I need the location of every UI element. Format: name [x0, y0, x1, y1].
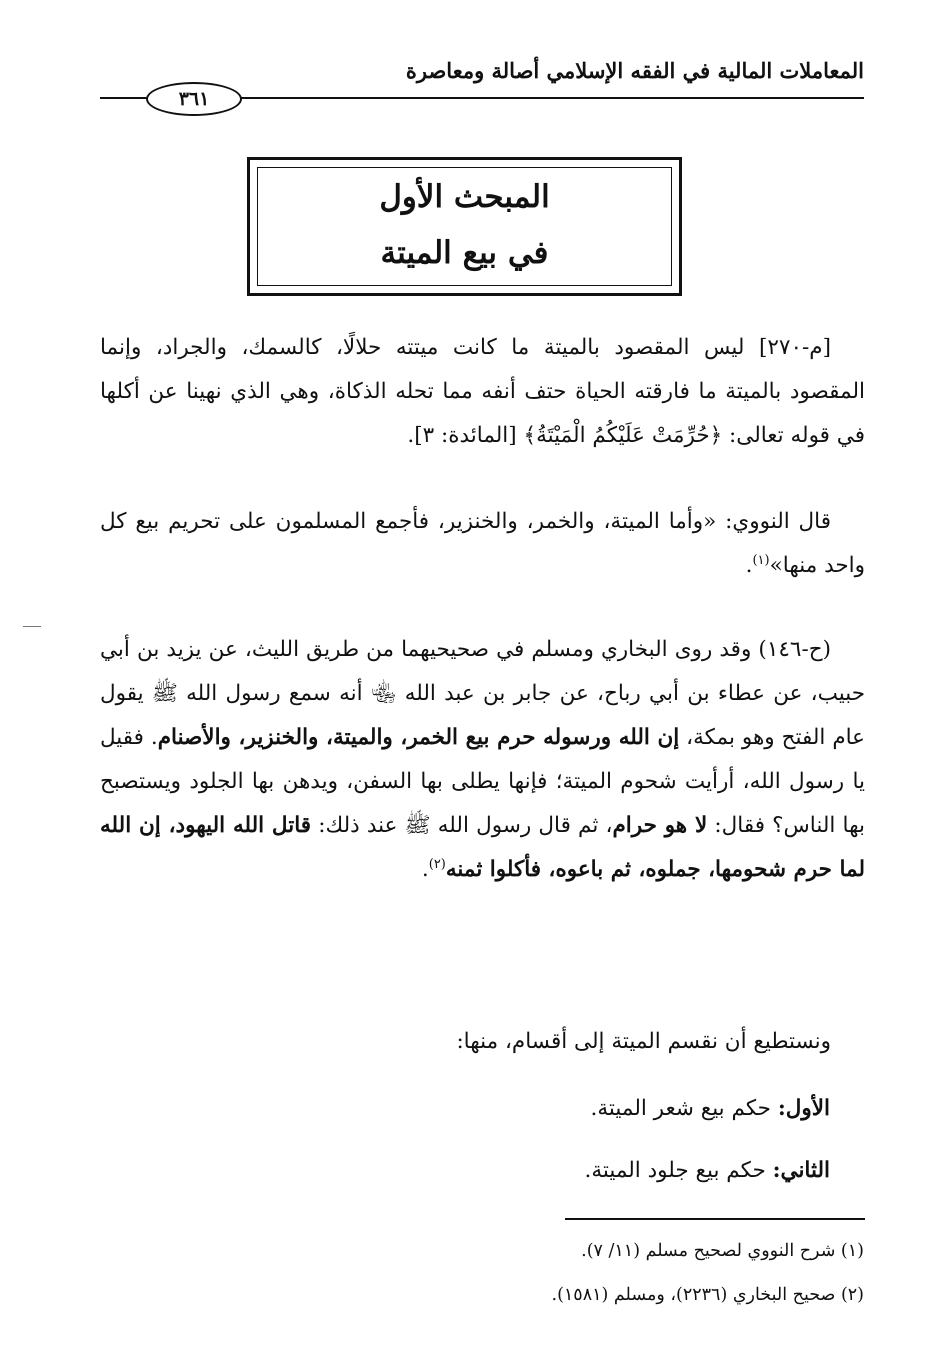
- footnote-ref-1[interactable]: (١): [752, 552, 770, 568]
- section-title-line-2: في بيع الميتة: [380, 235, 549, 271]
- paragraph-division-intro: ونستطيع أن نقسم الميتة إلى أقسام، منها:: [456, 1029, 831, 1054]
- list-item-text: حكم بيع شعر الميتة.: [590, 1096, 778, 1121]
- paragraph-definition: [م-٢٧٠] ليس المقصود بالميتة ما كانت ميتته حلالًا، كالسمك، والجراد، وإنما المقصود بالميتة ما فارقته الحياة حتف أنفه مما تحله الذكاة، وهي الذي نهينا عن أكلها في قوله تعالى: ﴿حُرِّمَتْ عَلَيْكُمُ الْمَيْتَةُ﴾ [المائدة: ٣].: [100, 335, 865, 448]
- quote-text: قال النووي: «وأما الميتة، والخمر، والخنزير، فأجمع المسلمون على تحريم بيع كل واحد منها»: [100, 509, 865, 578]
- hadith-end: .: [421, 857, 429, 882]
- footnote-2: (٢) صحيح البخاري (٢٢٣٦)، ومسلم (١٥٨١).: [551, 1285, 864, 1305]
- hadith-text-bold-3: قاتل الله اليهود، إن الله لما حرم شحومها، جملوه، ثم باعوه، فأكلوا ثمنه: [100, 813, 865, 882]
- paragraph-nawawi-quote: [100, 500, 865, 588]
- hadith-text-bold-2: لا هو حرام: [612, 813, 708, 838]
- margin-mark: [23, 626, 41, 627]
- footnote-1: (١) شرح النووي لصحيح مسلم (١١/ ٧).: [581, 1241, 864, 1261]
- section-title-frame: [247, 157, 682, 296]
- paragraph-hadith: [100, 628, 865, 892]
- hadith-connector: ، ثم قال رسول الله ﷺ عند ذلك:: [311, 813, 613, 838]
- list-item-first: [164, 1087, 864, 1131]
- page-number: [146, 82, 242, 116]
- hadith-question: . فقيل يا رسول الله، أرأيت شحوم الميتة؛ فإنها يطلى بها السفن، ويدهن بها الجلود ويستصبح بها الناس؟ فقال:: [100, 725, 865, 838]
- section-title-line-1: المبحث الأول: [379, 179, 550, 215]
- list-item-label: الثاني:: [772, 1158, 830, 1183]
- hadith-chain: (ح-١٤٦) وقد روى البخاري ومسلم في صحيحيهما من طريق الليث، عن يزيد بن أبي حبيب، عن عطاء بن أبي رباح، عن جابر بن عبد الله ﵄ أنه سمع رسول الله ﷺ يقول عام الفتح وهو بمكة،: [100, 637, 866, 750]
- footnote-ref-2[interactable]: (٢): [428, 856, 446, 872]
- page-number-text: ٣٦١: [178, 88, 210, 110]
- running-title: المعاملات المالية في الفقه الإسلامي أصالة ومعاصرة: [405, 58, 864, 83]
- footnote-separator: [565, 1218, 865, 1220]
- list-item-second: [164, 1149, 864, 1193]
- list-item-label: الأول:: [777, 1096, 830, 1121]
- hadith-text-bold-1: إن الله ورسوله حرم بيع الخمر، والميتة، والخنزير، والأصنام: [157, 725, 680, 750]
- quote-end: .: [745, 553, 753, 578]
- list-item-text: حكم بيع جلود الميتة.: [584, 1158, 773, 1183]
